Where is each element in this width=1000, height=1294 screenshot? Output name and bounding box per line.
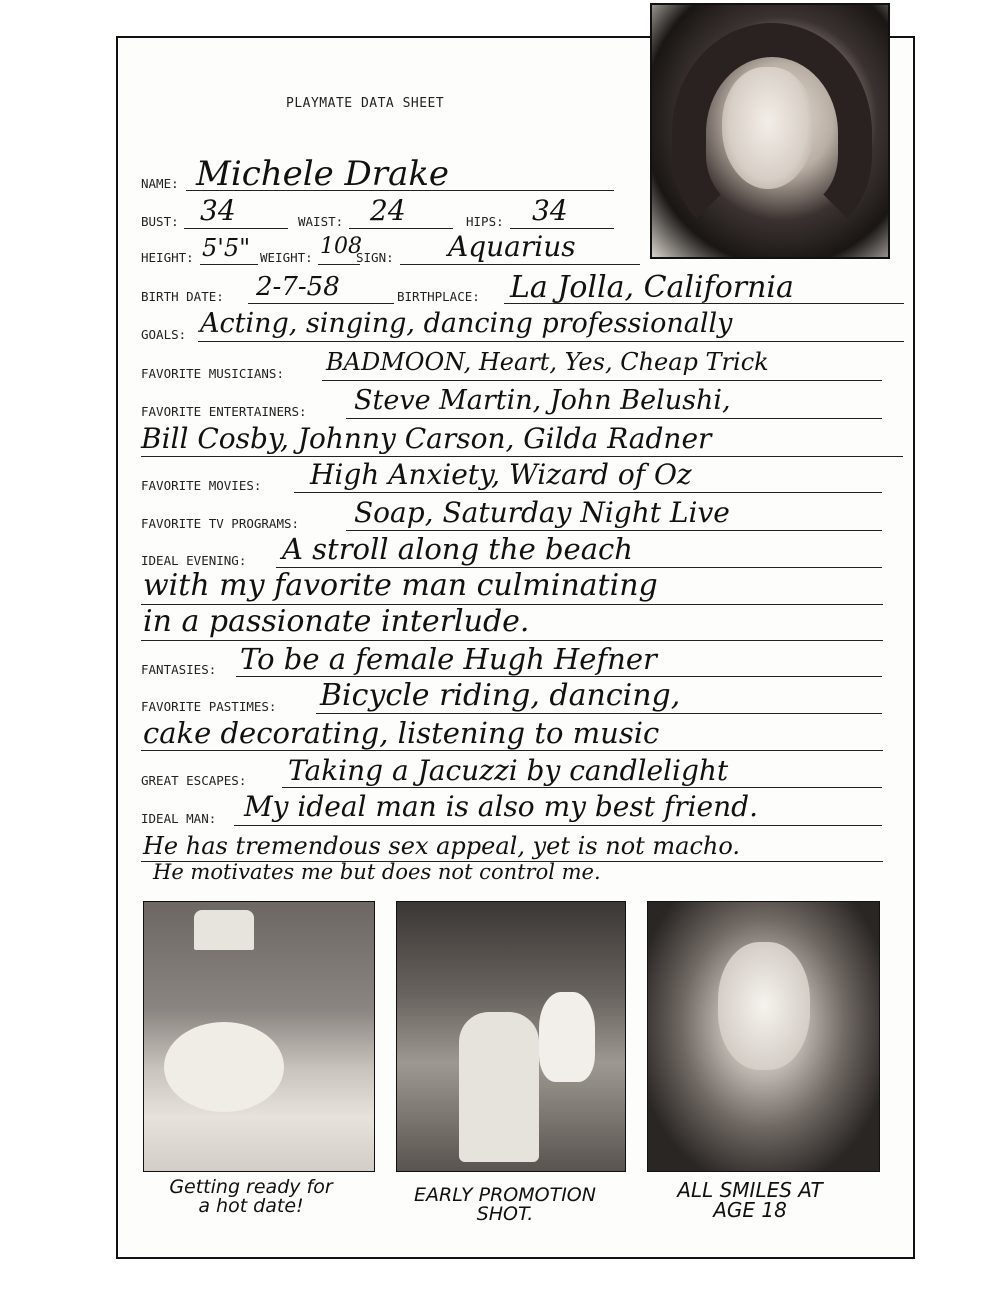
birthdate-line (248, 303, 394, 304)
evening-label: IDEAL EVENING: (141, 553, 247, 568)
idealman-value-2: He has tremendous sex appeal, yet is not macho. (143, 832, 741, 860)
pastimes-value-2: cake decorating, listening to music (143, 716, 660, 750)
birthdate-value: 2-7-58 (256, 272, 340, 302)
waist-line (349, 228, 453, 229)
entertainers-line-2 (141, 456, 903, 457)
caption-photo-1-line-2: a hot date! (198, 1195, 304, 1217)
entertainers-value-2: Bill Cosby, Johnny Carson, Gilda Radner (141, 422, 712, 455)
musicians-value: BADMOON, Heart, Yes, Cheap Trick (326, 348, 769, 376)
birthplace-label: BIRTHPLACE: (397, 289, 480, 304)
fantasies-label: FANTASIES: (141, 662, 217, 677)
bust-line (184, 228, 288, 229)
caption-photo-2-line-1: EARLY PROMOTION (414, 1184, 596, 1206)
sign-line (400, 264, 640, 265)
caption-photo-2 (380, 1186, 630, 1224)
sign-value: Aquarius (448, 230, 576, 263)
name-label: NAME: (141, 176, 179, 191)
bunny-cutout (539, 992, 595, 1082)
fantasies-value: To be a female Hugh Hefner (240, 642, 657, 676)
evening-value-1: A stroll along the beach (282, 532, 633, 566)
birthdate-label: BIRTH DATE: (141, 289, 224, 304)
movies-line (294, 492, 882, 493)
entertainers-value-1: Steve Martin, John Belushi, (354, 385, 731, 416)
idealman-value-3: He motivates me but does not control me. (153, 860, 601, 884)
caption-photo-1 (140, 1178, 362, 1216)
photo-early-promotion (396, 901, 626, 1172)
page-title: PLAYMATE DATA SHEET (286, 96, 445, 111)
pastimes-line-1 (316, 713, 882, 714)
girl-dress (459, 1012, 539, 1162)
caption-photo-2-line-2: SHOT. (476, 1203, 534, 1225)
weight-value: 108 (320, 234, 362, 259)
escapes-label: GREAT ESCAPES: (141, 773, 247, 788)
lamp-shade (194, 910, 254, 950)
waist-label: WAIST: (298, 214, 344, 229)
photo-age-18 (647, 901, 880, 1172)
hips-value: 34 (532, 194, 568, 227)
evening-value-2: with my favorite man culminating (143, 568, 658, 603)
escapes-value: Taking a Jacuzzi by candlelight (288, 754, 729, 787)
escapes-line (282, 787, 882, 788)
pastimes-line-2 (141, 750, 883, 751)
hips-line (510, 228, 614, 229)
waist-value: 24 (370, 194, 406, 227)
weight-line (318, 264, 360, 265)
fantasies-line (236, 676, 882, 677)
idealman-line-1 (234, 825, 882, 826)
tv-value: Soap, Saturday Night Live (354, 496, 730, 529)
sign-label: SIGN: (356, 250, 394, 265)
evening-value-3: in a passionate interlude. (143, 604, 530, 639)
height-label: HEIGHT: (141, 250, 194, 265)
bust-value: 34 (200, 194, 236, 227)
height-line (200, 264, 258, 265)
weight-label: WEIGHT: (260, 250, 313, 265)
photo-hot-date (143, 901, 375, 1172)
smiling-face (718, 942, 810, 1070)
hips-label: HIPS: (466, 214, 504, 229)
caption-photo-3-line-1: ALL SMILES AT (677, 1178, 823, 1202)
idealman-value-1: My ideal man is also my best friend. (244, 790, 758, 823)
idealman-label: IDEAL MAN: (141, 811, 217, 826)
tv-label: FAVORITE TV PROGRAMS: (141, 516, 300, 531)
headshot-face (722, 67, 814, 189)
goals-label: GOALS: (141, 327, 187, 342)
pastimes-value-1: Bicycle riding, dancing, (320, 678, 681, 713)
birthplace-value: La Jolla, California (510, 270, 794, 305)
caption-photo-3-line-2: AGE 18 (713, 1198, 787, 1222)
height-value: 5'5" (202, 234, 251, 262)
caption-photo-3 (640, 1180, 860, 1220)
goals-line (198, 341, 904, 342)
bust-label: BUST: (141, 214, 179, 229)
entertainers-line-1 (346, 418, 882, 419)
musicians-line (322, 380, 882, 381)
pastimes-label: FAVORITE PASTIMES: (141, 699, 277, 714)
headshot-photo (650, 3, 890, 259)
caption-photo-1-line-1: Getting ready for (169, 1176, 333, 1198)
tv-line (346, 530, 882, 531)
name-value: Michele Drake (196, 154, 450, 194)
movies-label: FAVORITE MOVIES: (141, 478, 262, 493)
musicians-label: FAVORITE MUSICIANS: (141, 366, 284, 381)
entertainers-label: FAVORITE ENTERTAINERS: (141, 404, 307, 419)
movies-value: High Anxiety, Wizard of Oz (310, 458, 692, 491)
evening-line-3 (141, 640, 883, 641)
bonnet (164, 1022, 284, 1112)
goals-value: Acting, singing, dancing professionally (200, 308, 733, 339)
